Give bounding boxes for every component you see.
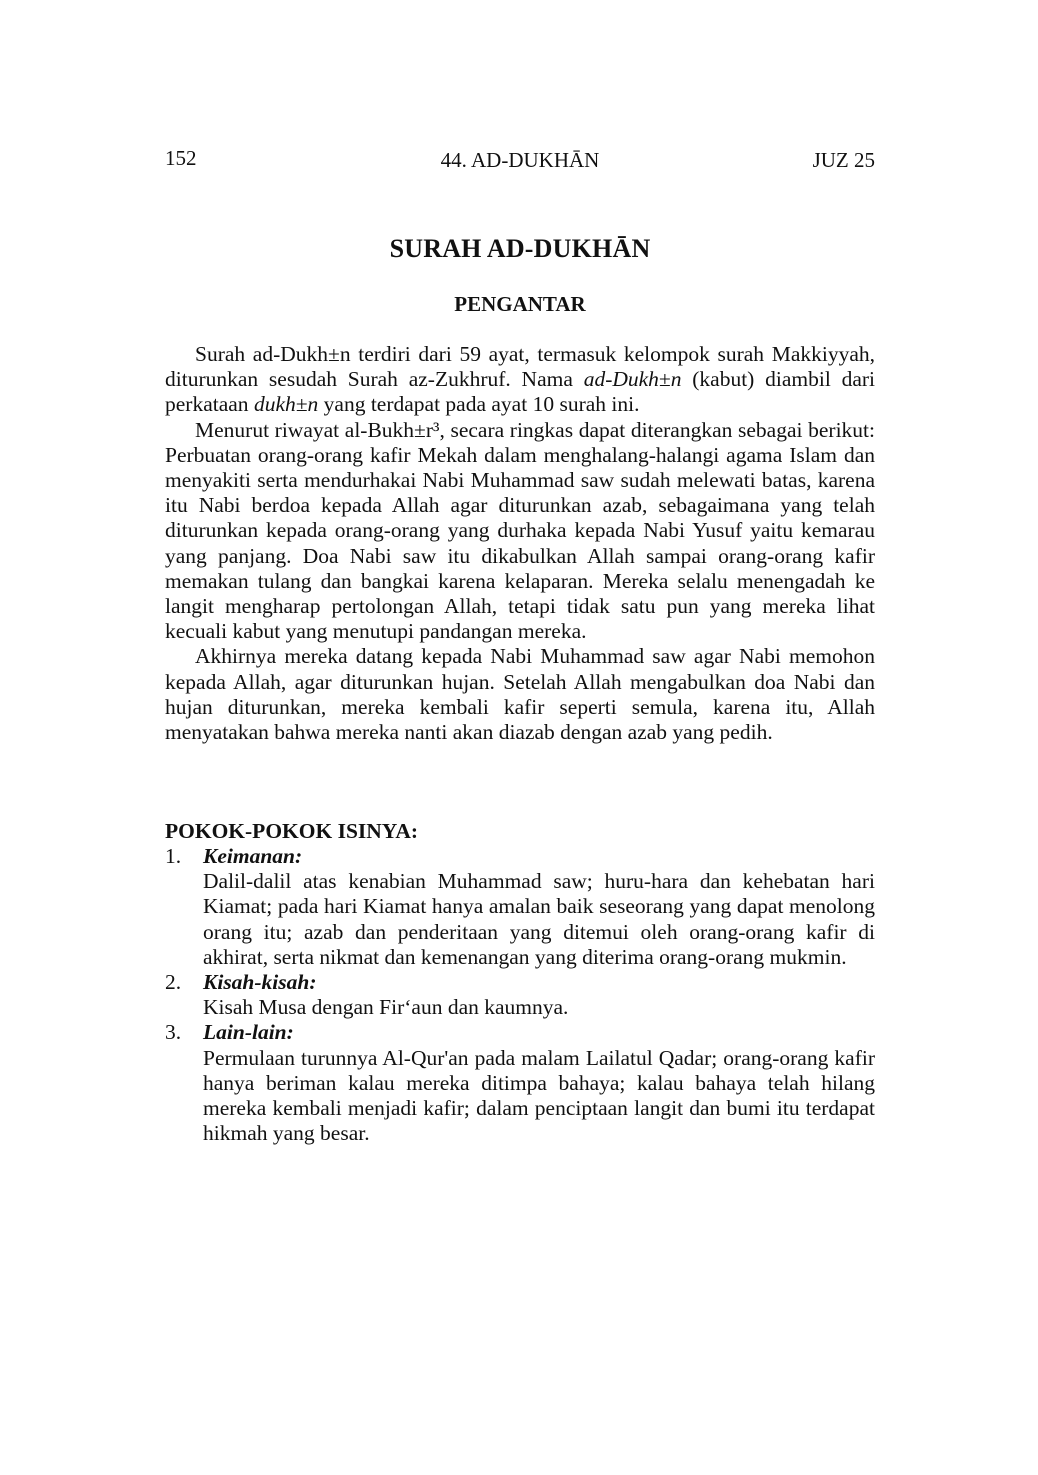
list-item-title: Kisah-kisah: bbox=[203, 970, 317, 995]
intro-p1-italic-2: dukh±n bbox=[253, 392, 319, 417]
juz-label: JUZ 25 bbox=[812, 148, 875, 172]
list-item-number: 1. bbox=[165, 844, 182, 868]
running-title: 44. AD-DUKHĀN bbox=[440, 148, 600, 172]
running-header bbox=[165, 146, 875, 174]
intro-text bbox=[165, 342, 875, 745]
section-title: PENGANTAR bbox=[454, 292, 586, 316]
list-item-title: Lain-lain: bbox=[203, 1020, 294, 1045]
list-item-text: Kisah Musa dengan Fir‘aun dan kaumnya. bbox=[203, 995, 569, 1020]
list-item-text: Permulaan turunnya Al-Qur'an pada malam Lailatul Qadar; orang-orang kafir hanya beriman kalau mereka ditimpa bahaya; kalau bahaya telah hilang mereka kembali menjadi kafir; dalam penciptaan langit dan bumi itu terdapat hikmah yang besar. bbox=[203, 1045, 875, 1146]
intro-p1-italic-1: ad-Dukh±n bbox=[583, 367, 682, 392]
pokok-list bbox=[165, 844, 875, 1146]
intro-paragraph-1 bbox=[165, 342, 875, 418]
surah-title: SURAH AD-DUKHĀN bbox=[389, 234, 651, 263]
list-item bbox=[165, 1020, 875, 1146]
pokok-heading: POKOK-POKOK ISINYA: bbox=[165, 819, 419, 843]
intro-paragraph-3: Akhirnya mereka datang kepada Nabi Muhammad saw agar Nabi memohon kepada Allah, agar diturunkan hujan. Setelah Allah mengabulkan doa Nabi dan hujan diturunkan, mereka kembali kafir seperti semula, karena itu, Allah menyatakan bahwa mereka nanti akan diazab dengan azab yang pedih. bbox=[165, 644, 875, 745]
list-item bbox=[165, 970, 875, 1020]
intro-p1-part-c: yang terdapat pada ayat 10 surah ini. bbox=[318, 392, 640, 417]
page-number: 152 bbox=[165, 146, 197, 170]
list-item-number: 2. bbox=[165, 970, 182, 995]
intro-p1-part-b: (kabut) diambil dari perkataan bbox=[165, 367, 875, 417]
list-item-text: Dalil-dalil atas kenabian Muhammad saw; huru-hara dan kehebatan hari Kiamat; pada hari Kiamat hanya amalan baik seseorang yang dapat menolong orang itu; azab dan penderitaan yang ditemui oleh orang-orang kafir di akhirat, serta nikmat dan kemenangan yang diterima orang-orang mukmin. bbox=[203, 869, 875, 969]
list-item bbox=[165, 844, 875, 970]
list-item-number: 3. bbox=[165, 1020, 182, 1045]
pokok-section bbox=[165, 818, 875, 1146]
intro-p1-part-a: Surah ad-Dukh±n terdiri dari 59 ayat, termasuk kelompok surah Makkiyyah, diturunkan sesudah Surah az-Zukhruf. Nama bbox=[165, 342, 875, 392]
intro-paragraph-2: Menurut riwayat al-Bukh±r³, secara ringkas dapat diterangkan sebagai berikut: Perbuatan orang-orang kafir Mekah dalam menghalang-halangi agama Islam dan menyakiti serta mendurhakai Nabi Muhammad saw sudah melewati batas, karena itu Nabi berdoa kepada Allah agar diturunkan azab, sebagaimana yang telah diturunkan kepada orang-orang yang durhaka kepada Nabi Yusuf yaitu kemarau yang panjang. Doa Nabi saw itu dikabulkan Allah sampai orang-orang kafir memakan tulang dan bangkai karena kelaparan. Mereka selalu menengadah ke langit mengharap pertolongan Allah, tetapi tidak satu pun yang mereka lihat kecuali kabut yang menutupi pandangan mereka. bbox=[165, 417, 875, 644]
list-item-title: Keimanan: bbox=[203, 844, 303, 868]
